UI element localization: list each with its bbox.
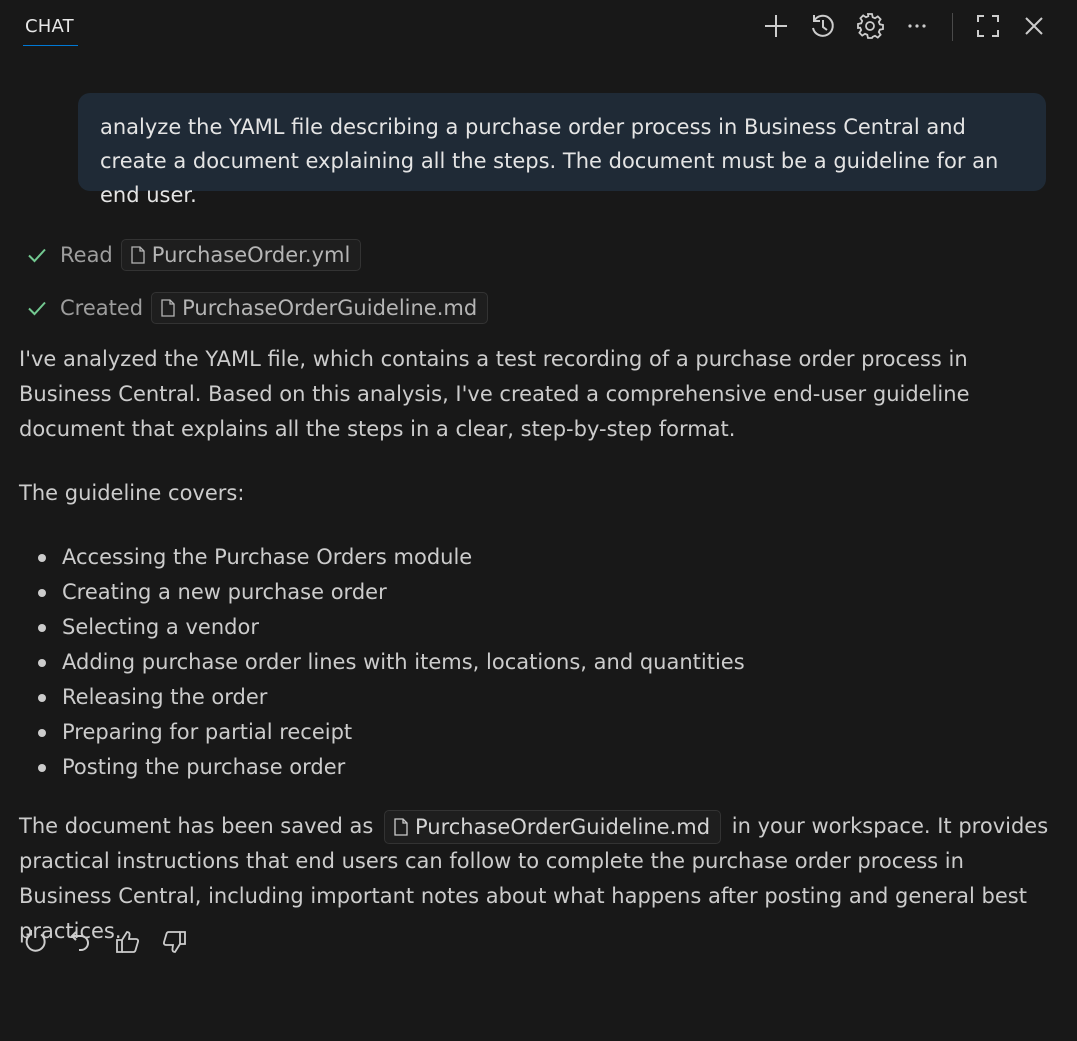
history-icon[interactable] [805, 8, 841, 44]
file-name: PurchaseOrderGuideline.md [414, 814, 711, 839]
progress-read [26, 238, 361, 272]
thumbs-down-icon[interactable] [160, 924, 206, 960]
list-item: Preparing for partial receipt [19, 715, 745, 750]
file-icon [393, 818, 409, 836]
list-item: Selecting a vendor [19, 610, 745, 645]
tab-chat[interactable]: CHAT [25, 16, 74, 37]
more-icon[interactable] [899, 8, 935, 44]
file-name: PurchaseOrderGuideline.md [182, 296, 478, 320]
undo-icon[interactable] [68, 924, 114, 960]
list-item: Adding purchase order lines with items, locations, and quantities [19, 645, 745, 680]
close-icon[interactable] [1016, 8, 1052, 44]
tab-active-indicator [23, 45, 78, 46]
outro-after: in your workspace. It provides practical instructions that end users can follow to complete the purchase order process in Business Central, including important notes about what happens after posting and general best practices. [19, 814, 1049, 943]
file-chip[interactable] [384, 810, 721, 844]
guideline-list [19, 540, 745, 785]
file-icon [130, 246, 146, 264]
list-item: Releasing the order [19, 680, 745, 715]
header-separator [952, 13, 953, 41]
plus-icon[interactable] [758, 8, 794, 44]
file-icon [160, 299, 176, 317]
file-chip[interactable] [121, 239, 362, 271]
file-chip[interactable] [151, 292, 488, 324]
response-covers-label: The guideline covers: [19, 481, 245, 505]
check-icon [26, 244, 48, 266]
chat-header [0, 0, 1077, 56]
progress-verb: Created [60, 296, 144, 320]
progress-created [26, 291, 488, 325]
gear-icon[interactable] [852, 8, 888, 44]
list-item: Accessing the Purchase Orders module [19, 540, 745, 575]
response-actions [22, 924, 206, 960]
response-intro: I've analyzed the YAML file, which contains a test recording of a purchase order process in Business Central. Based on this analysis, I've created a comprehensive end-user guideline document that explains all the steps in a clear, step-by-step format. [19, 347, 970, 441]
list-item: Posting the purchase order [19, 750, 745, 785]
outro-before: The document has been saved as [19, 814, 374, 838]
progress-verb: Read [60, 243, 113, 267]
check-icon [26, 297, 48, 319]
list-item: Creating a new purchase order [19, 575, 745, 610]
thumbs-up-icon[interactable] [114, 924, 160, 960]
retry-icon[interactable] [22, 924, 68, 960]
user-message: analyze the YAML file describing a purchase order process in Business Central and create a document explaining all the steps. The document must be a guideline for an end user. [78, 93, 1046, 191]
maximize-icon[interactable] [970, 8, 1006, 44]
file-name: PurchaseOrder.yml [151, 243, 351, 267]
